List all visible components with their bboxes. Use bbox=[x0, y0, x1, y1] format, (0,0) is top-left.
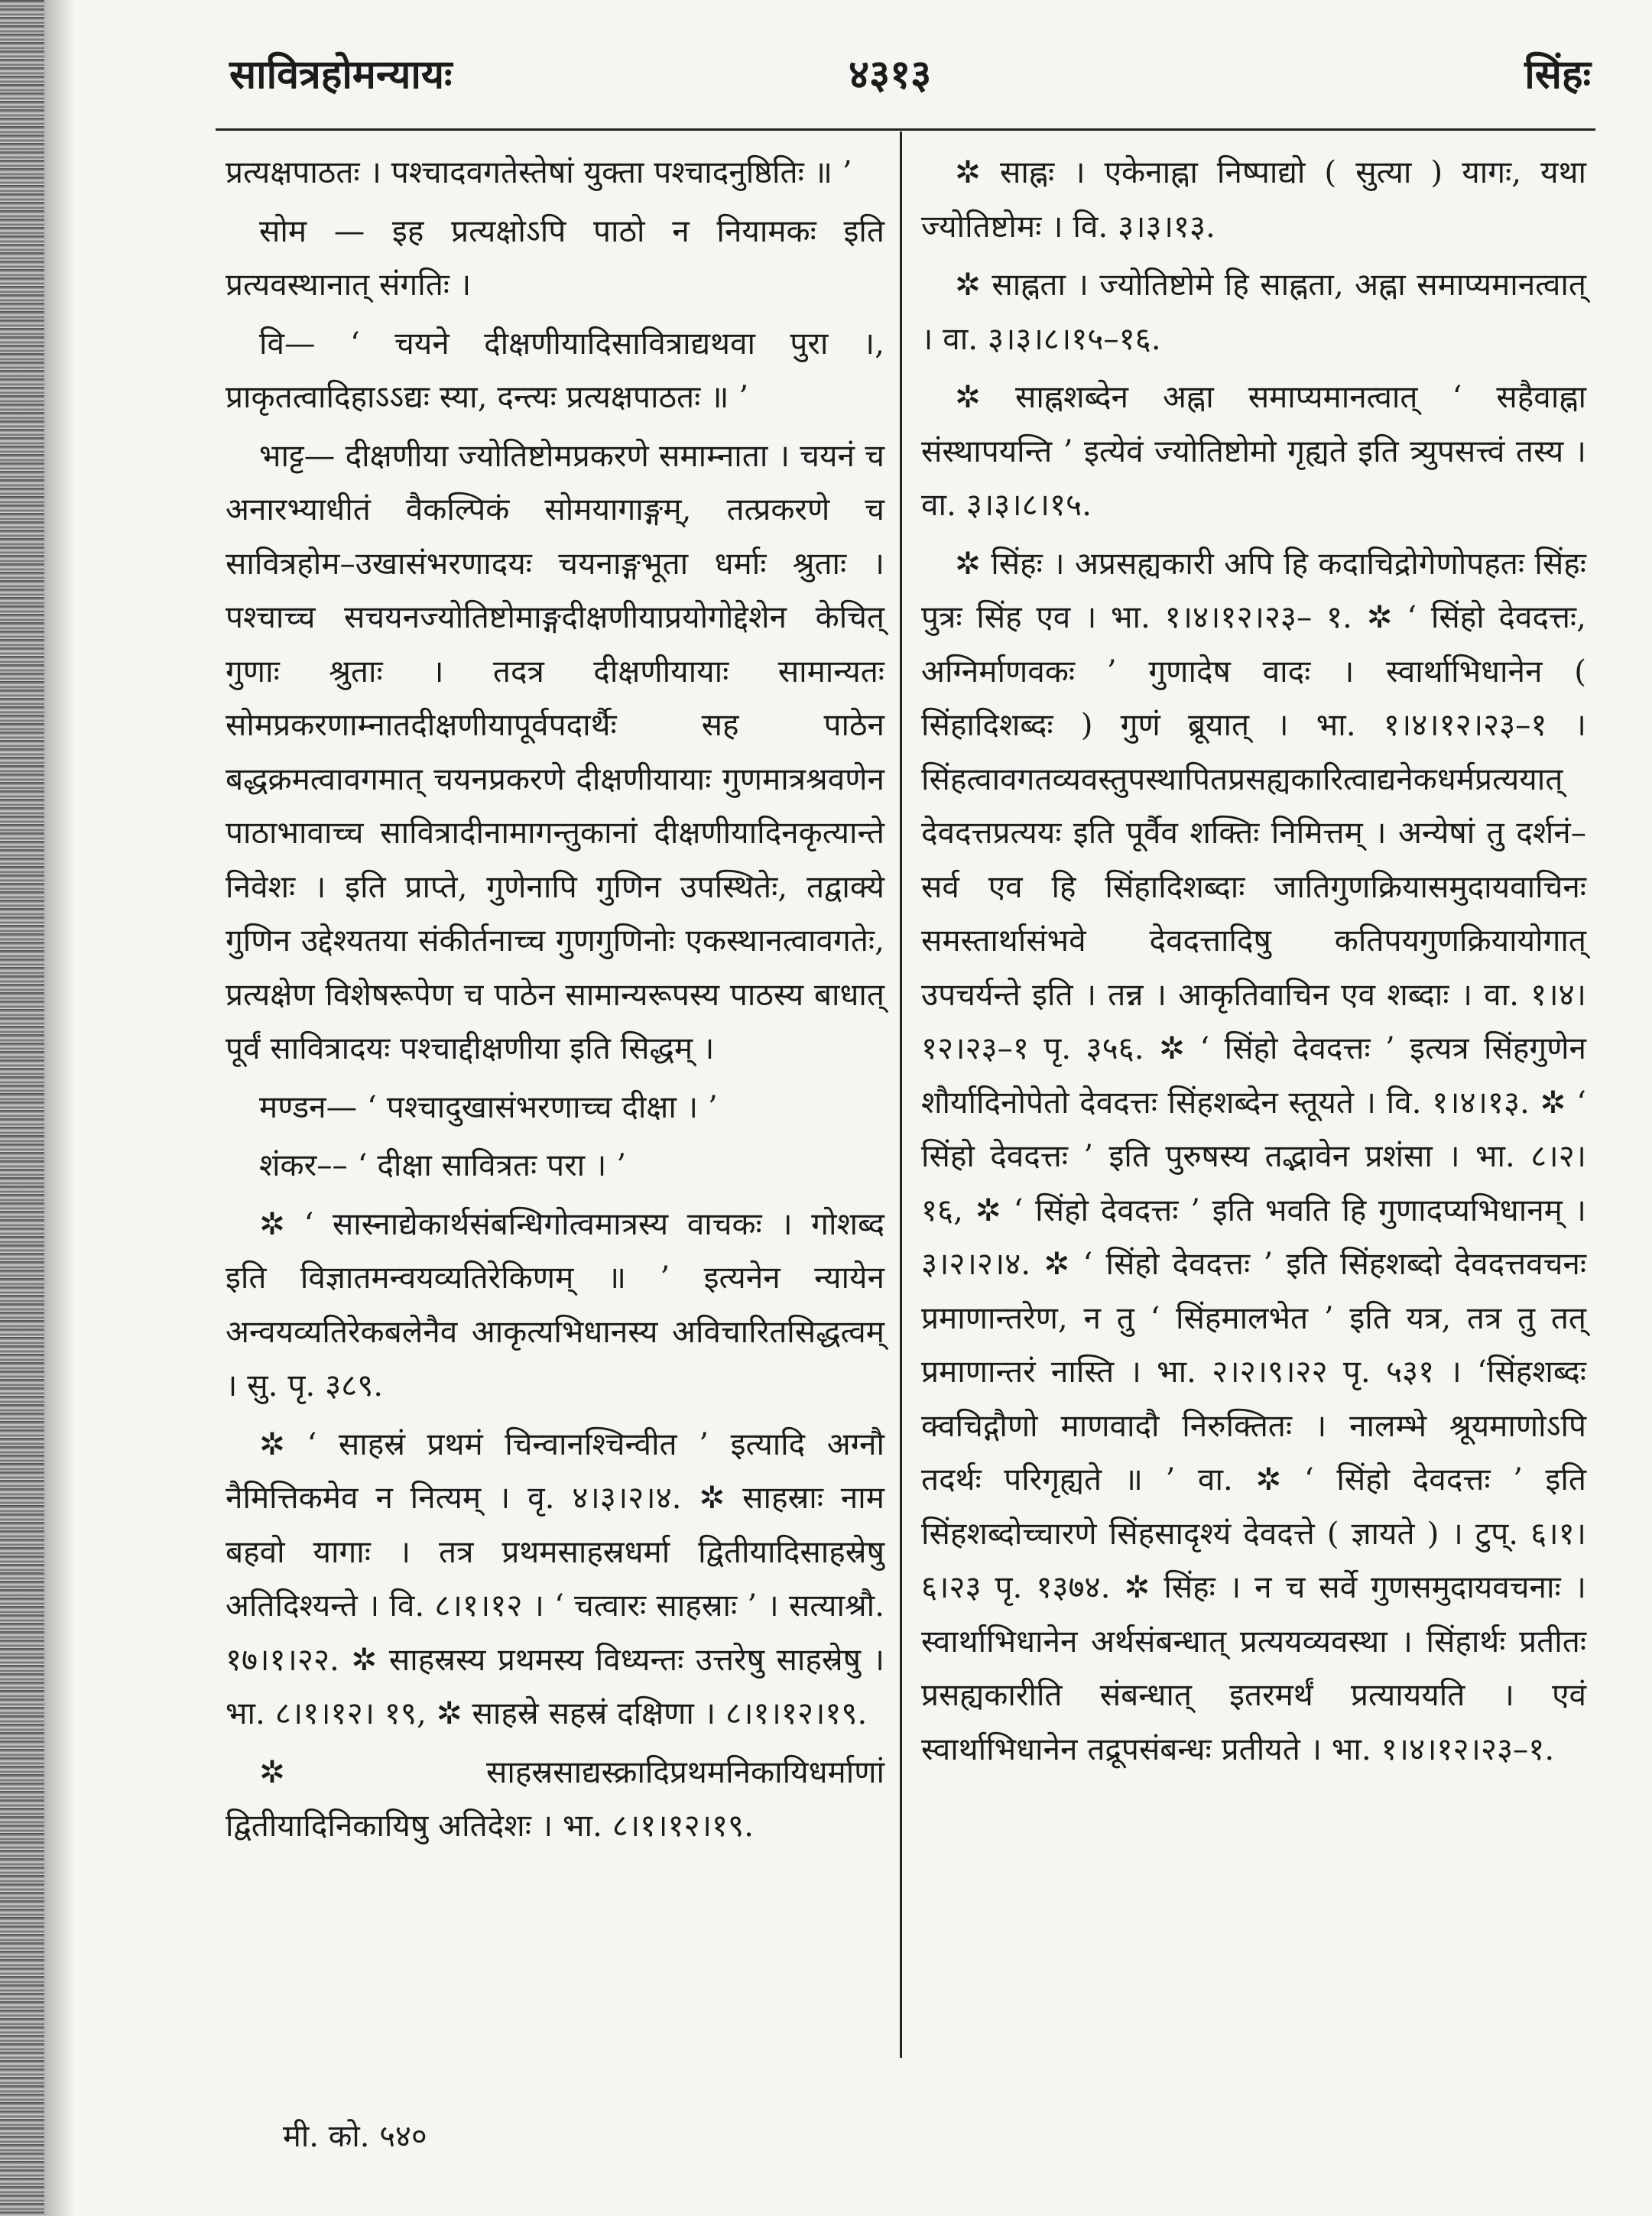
header-rule bbox=[216, 128, 1595, 131]
paragraph: सोम — इह प्रत्यक्षोऽपि पाठो न नियामकः इति प्रत्यवस्थानात् संगतिः । bbox=[226, 212, 884, 303]
paragraph: ✲ साहस्रसाद्यस्क्रादिप्रथमनिकायिधर्माणां द्वितीयादिनिकायिषु अतिदेशः । भा. ८।१।१२।१९. bbox=[226, 1753, 884, 1844]
spine-shadow bbox=[44, 0, 75, 2216]
paragraph: ✲ सिंहः । अप्रसह्यकारी अपि हि कदाचिद्रोगेणोपहतः सिंहः पुत्रः सिंह एव । भा. १।४।१२।२३– १. ✲ ‘ सिंहो देवदत्तः, अग्निर्माणवकः ’ गुणादेष वादः । स्वार्थाभिधानेन ( सिंहादिशब्दः ) गुणं ब्रूयात् । भा. १।४।१२।२३–१ । सिंहत्वावगतव्यवस्तुपस्थापितप्रसह्यकारित्वाद्यनेकधर्मप्रत्ययात् देवदत्तप्रत्ययः इति पूर्वैव शक्तिः निमित्तम् । अन्येषां तु दर्शनं– सर्व एव हि सिंहादिशब्दाः जातिगुणक्रियासमुदायवाचिनः समस्तार्थासंभवे देवदत्तादिषु कतिपयगुणक्रियायोगात् उपचर्यन्ते इति । तन्न । आकृतिवाचिन एव शब्दाः । वा. १।४।१२।२३–१ पृ. ३५६. ✲ ‘ सिंहो देवदत्तः ’ इत्यत्र सिंहगुणेन शौर्यादिनोपेतो देवदत्तः सिंहशब्देन स्तूयते । वि. १।४।१३. ✲ ‘ सिंहो देवदत्तः ’ इति पुरुषस्य तद्भावेन प्रशंसा । भा. ८।२। १६, ✲ ‘ सिंहो देवदत्तः ’ इति भवति हि गुणादप्यभिधानम् । ३।२।२।४. ✲ ‘ सिंहो देवदत्तः ’ इति सिंहशब्दो देवदत्तवचनः प्रमाणान्तरेण, न तु ‘ सिंहमालभेत ’ इति यत्र, तत्र तु तत् प्रमाणान्तरं नास्ति । भा. २।२।९।२२ पृ. ५३१ । ‘सिंहशब्दः क्वचिद्गौणो माणवादौ निरुक्तितः । नालम्भे श्रूयमाणोऽपि तदर्थः परिगृह्यते ॥ ’ वा. ✲ ‘ सिंहो देवदत्तः ’ इति सिंहशब्दोच्चारणे सिंहसादृश्यं देवदत्ते ( ज्ञायते ) । टुप्. ६।१।६।२३ पृ. १३७४. ✲ सिंहः । न च सर्वे गुणसमुदायवचनाः । स्वार्थाभिधानेन अर्थसंबन्धात् प्रत्ययव्यवस्था । सिंहार्थः प्रतीतः प्रसह्यकारीति संबन्धात् इतरमर्थं प्रत्याययति । एवं स्वार्थाभिधानेन तद्रूपसंबन्धः प्रतीयते । भा. १।४।१२।२३–१. bbox=[921, 544, 1586, 1767]
paragraph: शंकर–– ‘ दीक्षा सावित्रतः परा । ’ bbox=[259, 1147, 627, 1183]
paragraph: ✲ साह्नः । एकेनाह्ना निष्पाद्यो ( सुत्या ) यागः, यथा ज्योतिष्टोमः । वि. ३।३।१३. bbox=[921, 154, 1586, 245]
paragraph: मण्डन— ‘ पश्चादुखासंभरणाच्च दीक्षा । ’ bbox=[259, 1088, 718, 1125]
right-column bbox=[921, 145, 1586, 1780]
paragraph: वि— ‘ चयने दीक्षणीयादिसावित्राद्यथवा पुरा ।, प्राकृतत्वादिहाऽऽद्यः स्या, दन्त्यः प्रत्यक्षपाठतः ॥ ’ bbox=[226, 324, 884, 415]
paragraph: भाट्ट— दीक्षणीया ज्योतिष्टोमप्रकरणे समाम्नाता । चयनं च अनारभ्याधीतं वैकल्पिकं सोमयागाङ्गम्, तत्प्रकरणे च सावित्रहोम–उखासंभरणादयः चयनाङ्गभूता धर्माः श्रुताः । पश्चाच्च सचयनज्योतिष्टोमाङ्गदीक्षणीयाप्रयोगोद्देशेन केचित् गुणाः श्रुताः । तदत्र दीक्षणीयायाः सामान्यतः सोमप्रकरणाम्नातदीक्षणीयापूर्वपदार्थैः सह पाठेन बद्धक्रमत्वावगमात् चयनप्रकरणे दीक्षणीयायाः गुणमात्रश्रवणेन पाठाभावाच्च सावित्रादीनामागन्तुकानां दीक्षणीयादिनकृत्यान्ते निवेशः । इति प्राप्ते, गुणेनापि गुणिन उपस्थितेः, तद्वाक्ये गुणिन उद्देश्यतया संकीर्तनाच्च गुणगुणिनोः एकस्थानत्वावगतेः, प्रत्यक्षेण विशेषरूपेण च पाठेन सामान्यरूपस्य पाठस्य बाधात् पूर्वं सावित्रादयः पश्चाद्दीक्षणीया इति सिद्धम् । bbox=[226, 436, 884, 1066]
paragraph: प्रत्यक्षपाठतः । पश्चादवगतेस्तेषां युक्ता पश्चादनुष्ठितिः ॥ ’ bbox=[226, 154, 852, 190]
header-title: सावित्रहोमन्यायः bbox=[229, 51, 453, 98]
paragraph: ✲ ‘ साहस्रं प्रथमं चिन्वानश्चिन्वीत ’ इत्यादि अग्नौ नैमित्तिकमेव न नित्यम् । वृ. ४।३।२।४. ✲ साहस्राः नाम बहवो यागाः । तत्र प्रथमसाहस्रधर्मा द्वितीयादिसाहस्रेषु अतिदिश्यन्ते । वि. ८।१।१२ । ‘ चत्वारः साहस्राः ’ । सत्याश्रौ. १७।१।२२. ✲ साहस्रस्य प्रथमस्य विध्यन्तः उत्तरेषु साहस्रेषु । भा. ८।१।१२। १९, ✲ साहस्रे सहस्रं दक्षिणा । ८।१।१२।१९. bbox=[226, 1425, 884, 1731]
page-footer-signature: मी. को. ५४० bbox=[283, 2119, 427, 2154]
left-column bbox=[226, 145, 884, 1857]
paragraph: ✲ साह्नता । ज्योतिष्टोमे हि साह्नता, अह्ना समाप्यमानत्वात् । वा. ३।३।८।१५–१६. bbox=[921, 266, 1586, 357]
page-number: ४३१३ bbox=[849, 51, 932, 98]
paragraph: ✲ साह्नशब्देन अह्ना समाप्यमानत्वात् ‘ सहैवाह्ना संस्थापयन्ति ’ इत्येवं ज्योतिष्टोमो गृह्यते इति त्र्युपसत्त्वं तस्य । वा. ३।३।८।१५. bbox=[921, 378, 1586, 523]
paragraph: ✲ ‘ सास्नाद्येकार्थसंबन्धिगोत्वमात्रस्य वाचकः । गोशब्द इति विज्ञातमन्वयव्यतिरेकिणम् ॥ ’ इत्यनेन न्यायेन अन्वयव्यतिरेकबलेनैव आकृत्यभिधानस्य अविचारितसिद्धत्वम् । सु. पृ. ३८९. bbox=[226, 1205, 884, 1403]
header-headword: सिंहः bbox=[1524, 51, 1591, 98]
book-spine bbox=[0, 0, 44, 2216]
page-header bbox=[214, 46, 1598, 107]
column-divider bbox=[900, 131, 902, 2058]
